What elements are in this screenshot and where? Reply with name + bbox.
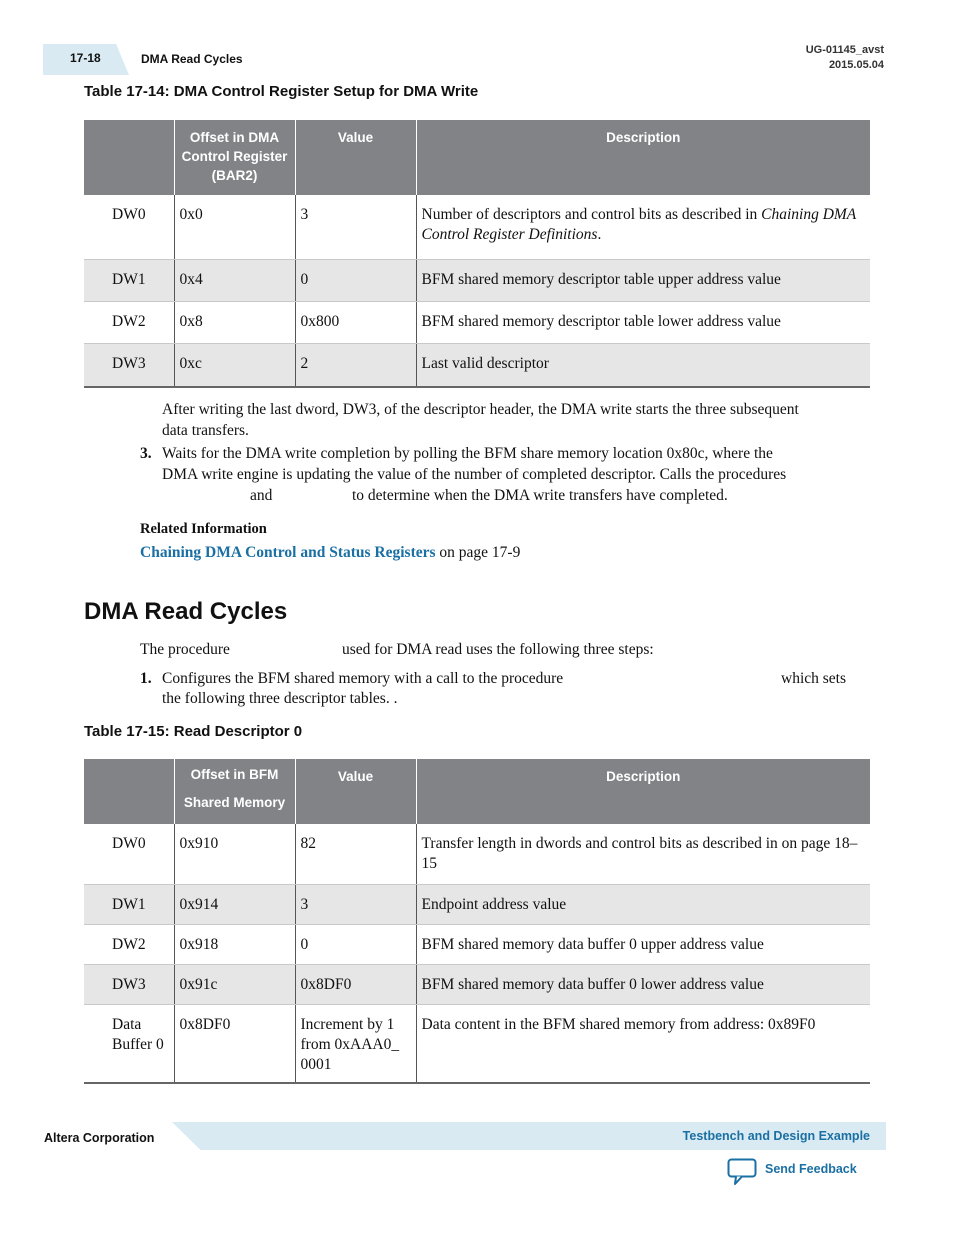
description-text: Number of descriptors and control bits as described in xyxy=(421,206,762,223)
send-feedback-link[interactable]: Send Feedback xyxy=(765,1162,857,1176)
read-descriptor-table xyxy=(84,759,870,1084)
cross-reference: Chaining DMA Control Register Definitions xyxy=(421,206,856,243)
table-row xyxy=(84,195,870,259)
table-cell: BFM shared memory descriptor table lower address value xyxy=(416,301,870,343)
table-cell: DW2 xyxy=(84,301,174,343)
table-row xyxy=(84,884,870,924)
running-title: DMA Read Cycles xyxy=(141,52,243,66)
table-cell: DW3 xyxy=(84,343,174,387)
related-info-link[interactable]: Chaining DMA Control and Status Registers xyxy=(140,544,436,561)
column-header: Description xyxy=(416,759,870,824)
table-cell: 0xc xyxy=(174,343,295,387)
step-line xyxy=(162,485,862,506)
table-cell: Data Buffer 0 xyxy=(84,1004,174,1083)
section-intro-b: used for DMA read uses the following three steps: xyxy=(342,641,654,658)
table-cell: BFM shared memory data buffer 0 upper address value xyxy=(416,924,870,964)
section-heading: DMA Read Cycles xyxy=(84,598,288,625)
step-number: 3. xyxy=(140,445,152,462)
table-cell xyxy=(416,195,870,259)
table-cell: DW0 xyxy=(84,195,174,259)
table-row xyxy=(84,964,870,1004)
table-header-row xyxy=(84,759,870,824)
table-cell: 0x8DF0 xyxy=(174,1004,295,1083)
table-cell: 82 xyxy=(295,824,416,884)
table-row xyxy=(84,824,870,884)
step-text-fragment: the following three descriptor tables. . xyxy=(162,690,398,707)
table-caption: Table 17-15: Read Descriptor 0 xyxy=(84,723,303,740)
step-line: DMA write engine is updating the value of the number of completed descriptor. Calls the procedures xyxy=(162,466,787,483)
table-cell: Data content in the BFM shared memory from address: 0x89F0 xyxy=(416,1004,870,1083)
column-header xyxy=(84,759,174,824)
table-cell: BFM shared memory data buffer 0 lower address value xyxy=(416,964,870,1004)
table-cell: 0x91c xyxy=(174,964,295,1004)
table-row xyxy=(84,343,870,387)
step-line: Waits for the DMA write completion by polling the BFM share memory location 0x80c, where the xyxy=(162,445,773,462)
table-header-row xyxy=(84,120,870,195)
speech-bubble-icon[interactable] xyxy=(727,1158,757,1191)
table-cell: DW1 xyxy=(84,259,174,301)
dma-write-register-table xyxy=(84,120,870,388)
table-cell: DW1 xyxy=(84,884,174,924)
step-text-fragment: to determine when the DMA write transfers have completed. xyxy=(352,487,728,504)
description-end: . xyxy=(597,226,602,243)
doc-date: 2015.05.04 xyxy=(828,59,884,71)
table-cell: 0x800 xyxy=(295,301,416,343)
chapter-title: Testbench and Design Example xyxy=(682,1129,870,1143)
table-cell: 0x918 xyxy=(174,924,295,964)
table-cell: DW0 xyxy=(84,824,174,884)
table-row xyxy=(84,259,870,301)
table-row xyxy=(84,1004,870,1083)
column-header xyxy=(84,120,174,195)
table-cell: Endpoint address value xyxy=(416,884,870,924)
table-cell: BFM shared memory descriptor table upper address value xyxy=(416,259,870,301)
table-cell: 0 xyxy=(295,259,416,301)
step-text-fragment: which sets xyxy=(781,670,847,687)
column-header: Value xyxy=(295,120,416,195)
page-number: 17-18 xyxy=(70,51,101,65)
doc-id-block xyxy=(806,43,884,73)
column-header: Value xyxy=(295,759,416,824)
table-row xyxy=(84,301,870,343)
table-cell: DW3 xyxy=(84,964,174,1004)
table-cell: Last valid descriptor xyxy=(416,343,870,387)
column-header: Offset in BFM Shared Memory xyxy=(174,759,295,824)
table-cell: 0 xyxy=(295,924,416,964)
page-reference: on page 17-9 xyxy=(435,544,521,561)
table-cell: Increment by 1 from 0xAAA0_ 0001 xyxy=(295,1004,416,1083)
related-info-heading: Related Information xyxy=(140,521,267,537)
table-cell: 0x8DF0 xyxy=(295,964,416,1004)
doc-id: UG-01145_avst xyxy=(805,44,884,56)
table-row xyxy=(84,924,870,964)
paragraph: After writing the last dword, DW3, of the descriptor header, the DMA write starts the three subsequent data transfers. xyxy=(162,401,799,439)
step-number: 1. xyxy=(140,670,152,687)
section-intro-a: The procedure xyxy=(140,641,230,658)
table-cell: 0x4 xyxy=(174,259,295,301)
table-cell: Transfer length in dwords and control bits as described in on page 18–15 xyxy=(416,824,870,884)
step-text-fragment: and xyxy=(250,487,273,504)
table-cell: 0x0 xyxy=(174,195,295,259)
table-cell: 0x8 xyxy=(174,301,295,343)
column-header: Offset in DMA Control Register (BAR2) xyxy=(174,120,295,195)
table-cell: 3 xyxy=(295,884,416,924)
table-cell: 2 xyxy=(295,343,416,387)
column-header: Description xyxy=(416,120,870,195)
table-cell: 3 xyxy=(295,195,416,259)
table-cell: DW2 xyxy=(84,924,174,964)
related-info-line xyxy=(140,542,520,563)
table-cell: 0x910 xyxy=(174,824,295,884)
step-text xyxy=(162,443,862,506)
table-caption: Table 17-14: DMA Control Register Setup for DMA Write xyxy=(84,83,479,100)
table-cell: 0x914 xyxy=(174,884,295,924)
company-name: Altera Corporation xyxy=(44,1131,155,1145)
step-text-fragment: Configures the BFM shared memory with a call to the procedure xyxy=(162,670,564,687)
